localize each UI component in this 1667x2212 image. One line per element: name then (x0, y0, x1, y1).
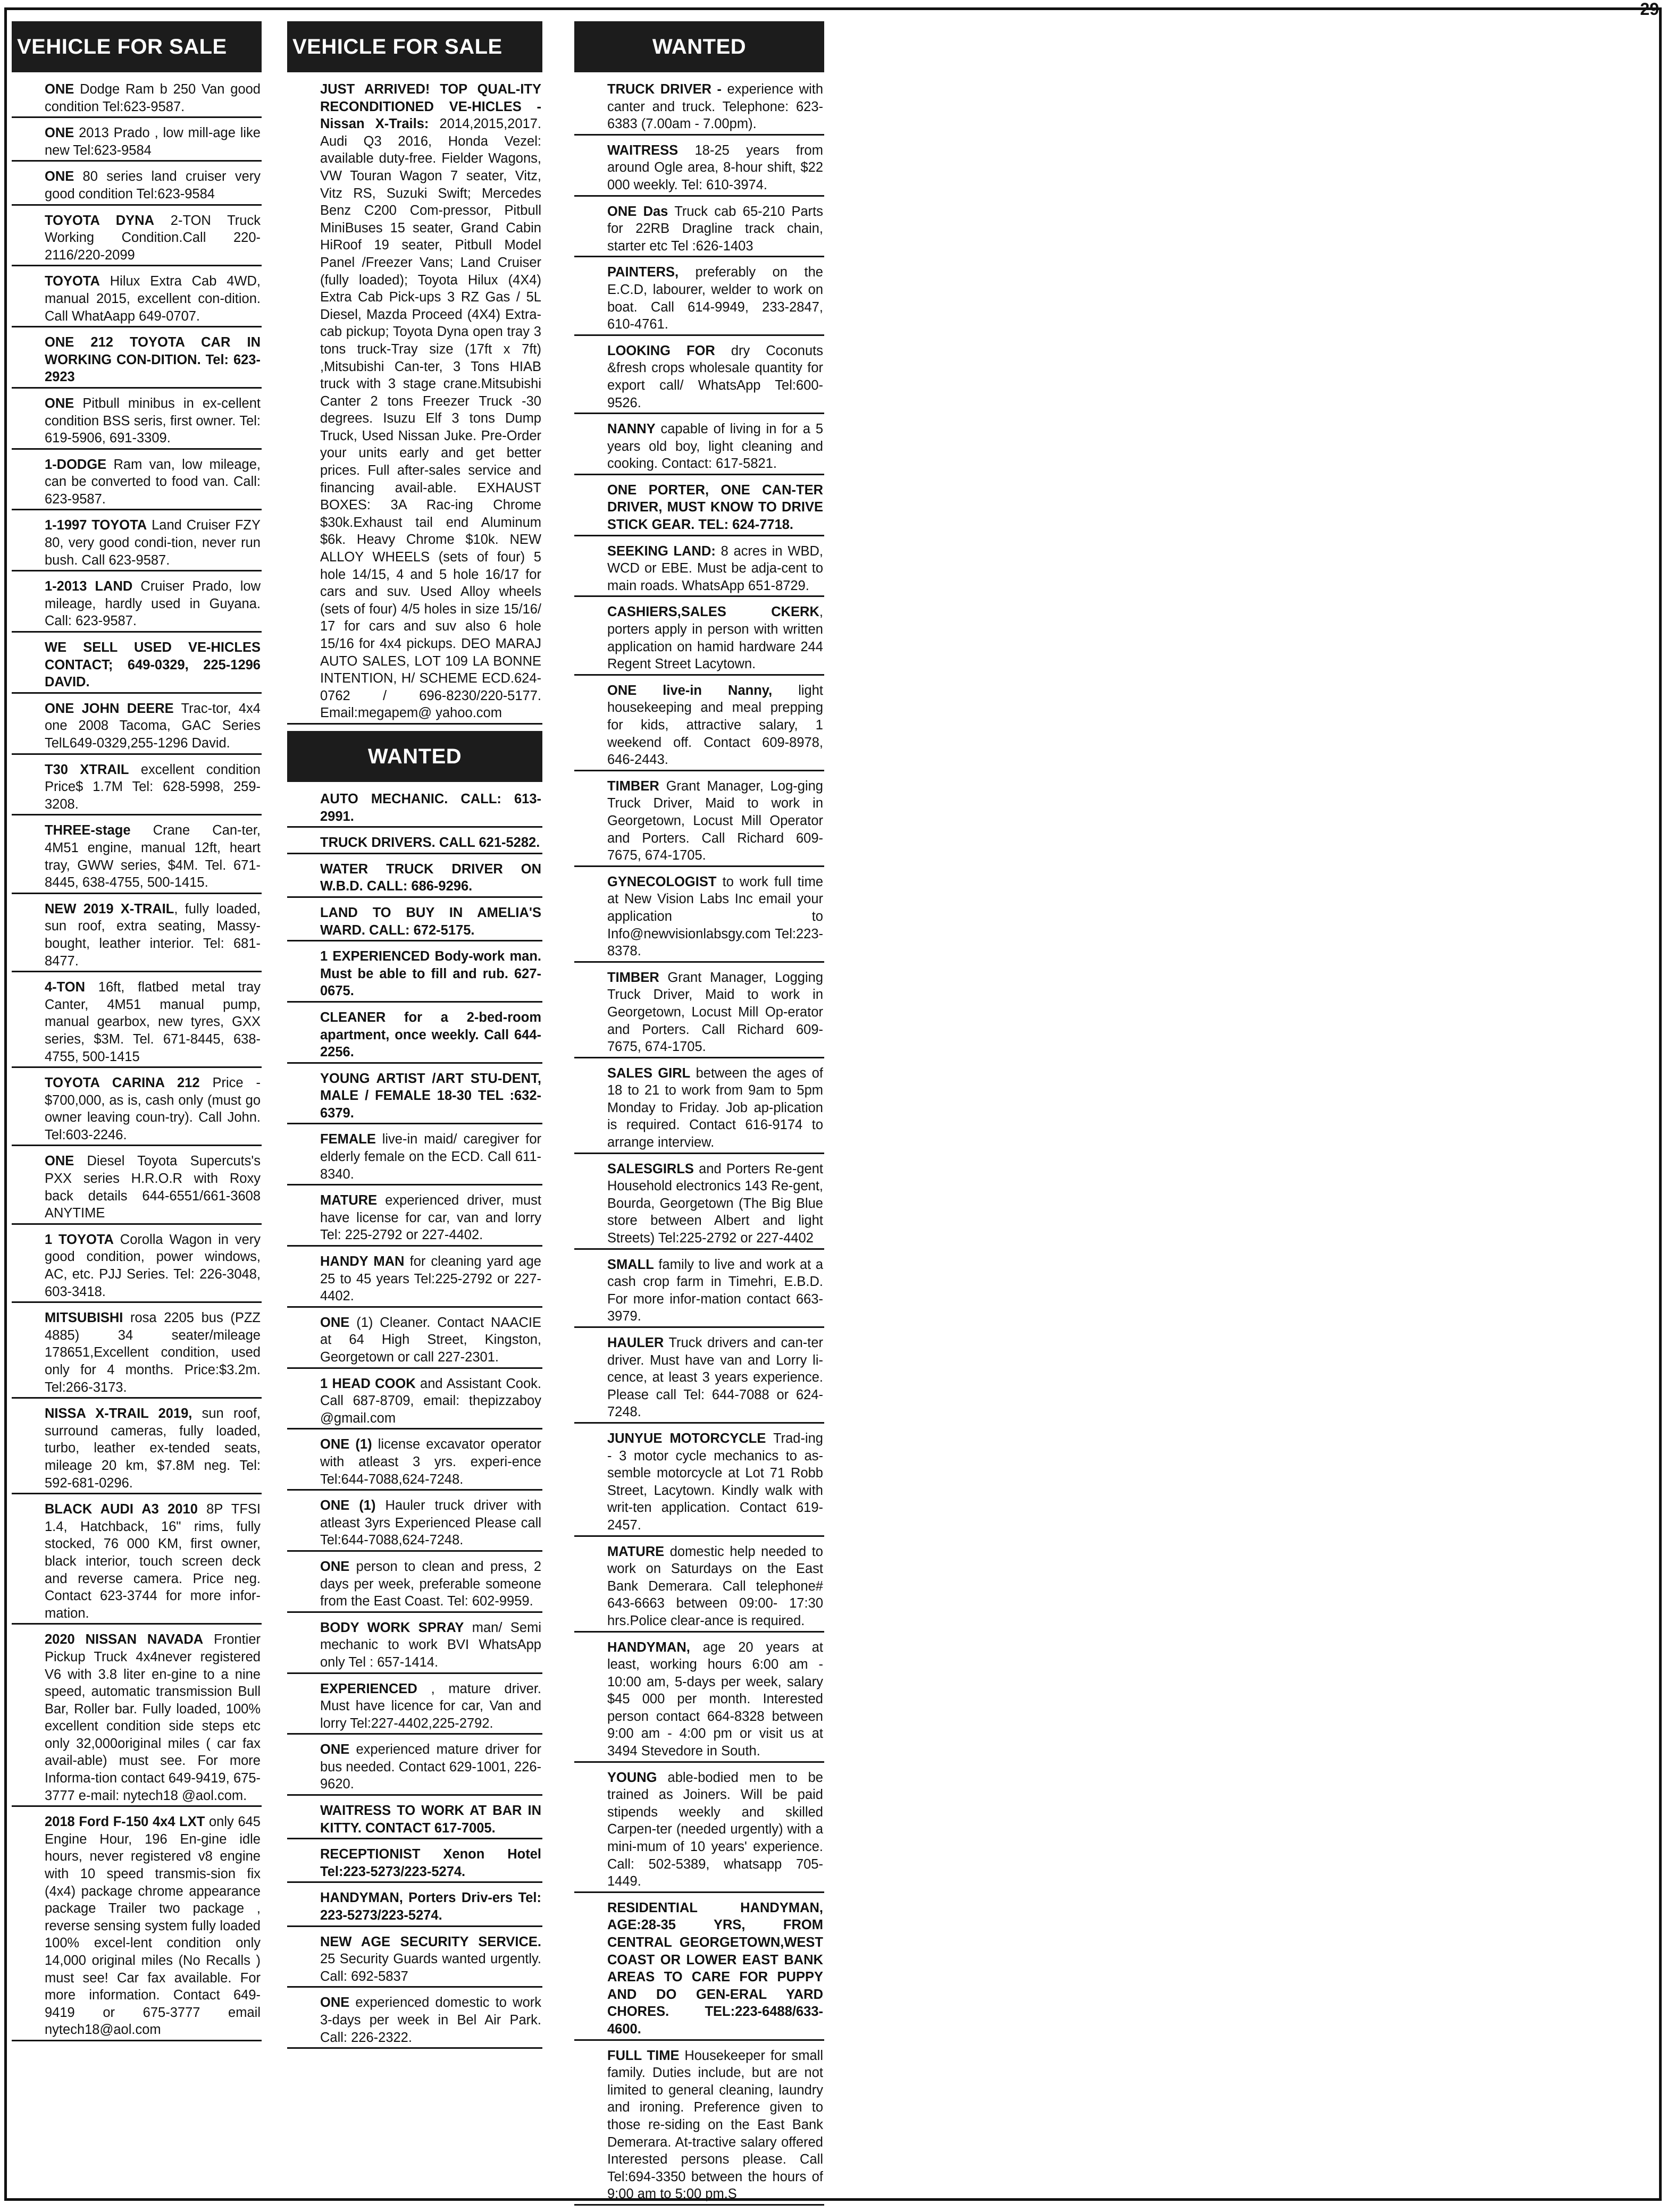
ad-text: Frontier Pickup Truck 4x4never registered V6 with 3.8 liter en-gine to a nine speed, automatic transmission Bull Bar, Roller bar. Fully loaded, 100% excellent condition side steps etc only 32,000original miles ( car fax avail-able) must see. For more Informa-tion contact 649-9419, 675-3777 e-mail: nytech18 @aol.com. (45, 1632, 261, 1803)
ad-text: experienced domestic to work 3-days per week in Bel Air Park. Call: 226-2322. (320, 1995, 541, 2045)
classified-ad (12, 1309, 262, 1399)
ad-text: 2013 Prado , low mill-age like new Tel:623-9584 (45, 125, 261, 158)
classified-ad (287, 861, 542, 898)
ad-text: Land Cruiser FZY 80, very good condi-tion, never run bush. Call 623-9587. (45, 518, 261, 568)
section-header-wanted: WANTED (287, 731, 542, 782)
classified-list (12, 81, 262, 2041)
ad-lead: ONE (1) (320, 1498, 376, 1513)
ad-lead: BODY WORK SPRAY (320, 1620, 464, 1635)
ad-lead: GYNECOLOGIST (607, 874, 717, 889)
ad-lead: ONE Das (607, 204, 668, 219)
classified-ad (287, 1314, 542, 1369)
classified-ad (12, 456, 262, 511)
classified-ad (12, 639, 262, 694)
classified-list (287, 81, 542, 725)
classified-ad (574, 543, 824, 598)
classified-ad (12, 1074, 262, 1146)
ad-text: person to clean and press, 2 days per week, preferable someone from the East Coast. Tel: 602-9959. (320, 1559, 541, 1609)
classified-ad (574, 342, 824, 414)
ad-lead: HANDY MAN (320, 1254, 405, 1269)
ad-text: live-in maid/ caregiver for elderly female on the ECD. Call 611-8340. (320, 1132, 541, 1182)
classified-ad (287, 1436, 542, 1491)
classified-ad (574, 1430, 824, 1537)
ad-text: between the ages of 18 to 21 to work from 9am to 5pm Monday to Friday. Job ap-plication is required. Contact 616-9174 to arrange interview. (607, 1065, 823, 1150)
classified-ad (574, 1543, 824, 1633)
classified-ad (287, 1680, 542, 1735)
classified-ad (574, 142, 824, 197)
classified-ad (287, 1889, 542, 1927)
classified-ad (12, 334, 262, 389)
ad-lead: HANDYMAN, Porters Driv-ers Tel: 223-5273/223-5274. (320, 1890, 541, 1923)
ad-lead: 1 EXPERIENCED Body-work man. Must be able to fill and rub. 627-0675. (320, 949, 541, 999)
classified-ad (287, 1497, 542, 1552)
ad-lead: THREE-stage (45, 823, 131, 838)
ad-text: , mature driver. Must have licence for car, Van and lorry Tel:227-4402,225-2792. (320, 1681, 541, 1731)
ad-lead: 1-1997 TOYOTA (45, 518, 147, 533)
classified-list (287, 790, 542, 2049)
ad-text: and Assistant Cook. Call 687-8709, email: thepizzaboy @gmail.com (320, 1376, 542, 1426)
ad-text: Corolla Wagon in very good condition, power windows, AC, etc. PJJ Series. Tel: 226-3048, 603-3418. (45, 1232, 261, 1299)
classified-ad (287, 790, 542, 828)
ad-lead: TIMBER (607, 970, 659, 985)
ad-lead: SALESGIRLS (607, 1161, 694, 1176)
ad-lead: WATER TRUCK DRIVER ON W.B.D. CALL: 686-9296. (320, 861, 541, 894)
ad-lead: CLEANER for a 2-bed-room apartment, once weekly. Call 644-2256. (320, 1010, 541, 1060)
classified-ad (287, 1994, 542, 2049)
ad-text: 2-TON Truck Working Condition.Call 220-2116/220-2099 (45, 213, 261, 263)
classified-ad (12, 273, 262, 327)
ad-text: 8P TFSI 1.4, Hatchback, 16" rims, fully stocked, 76 000 KM, first owner, black interior, touch screen deck and reverse camera. Price neg. Contact 623-3744 for more infor-mation. (45, 1502, 261, 1621)
classified-ad (574, 203, 824, 258)
ad-text: preferably on the E.C.D, labourer, welder to work on boat. Call 614-9949, 233-2847, 610-4761. (607, 265, 823, 332)
classified-ad (12, 1631, 262, 1807)
ad-lead: ONE JOHN DEERE (45, 701, 174, 716)
classified-ad (12, 517, 262, 571)
ad-text: Price - $700,000, as is, cash only (must go owner leaving coun-try). Call John. Tel:603-2246. (45, 1075, 261, 1142)
ad-lead: ONE PORTER, ONE CAN-TER DRIVER, MUST KNOW TO DRIVE STICK GEAR. TEL: 624-7718. (607, 482, 823, 533)
ad-lead: PAINTERS, (607, 265, 679, 280)
classified-ad (287, 904, 542, 941)
ad-text: Trad-ing - 3 motor cycle mechanics to as-semble motorcycle at Lot 71 Robb Street, Lacytown. Kindly walk with writ-ten application. Contact 619-2457. (607, 1431, 823, 1533)
ad-text: 80 series land cruiser very good condition Tel:623-9584 (45, 169, 261, 201)
ad-lead: SALES GIRL (607, 1065, 691, 1081)
column-vehicle-for-sale-2 (287, 21, 542, 2055)
classified-ad (12, 761, 262, 816)
classified-ad (12, 81, 262, 118)
classified-ad (574, 603, 824, 675)
ad-lead: 1 TOYOTA (45, 1232, 114, 1247)
ad-lead: TIMBER (607, 778, 659, 794)
ad-lead: AUTO MECHANIC. CALL: 613-2991. (320, 791, 541, 824)
ad-text: 18-25 years from around Ogle area, 8-hour shift, $22 000 weekly. Tel: 610-3974. (607, 142, 823, 192)
ad-text: man/ Semi mechanic to work BVI WhatsApp only Tel : 657-1414. (320, 1620, 541, 1670)
ad-lead: HAULER (607, 1335, 664, 1350)
classified-ad (574, 264, 824, 335)
ad-text: Cruiser Prado, low mileage, hardly used in Guyana. Call: 623-9587. (45, 579, 261, 629)
ad-lead: T30 XTRAIL (45, 762, 129, 777)
classified-ad (287, 1009, 542, 1064)
ad-text: license excavator operator with atleast 3 yrs. experi-ence Tel:644-7088,624-7248. (320, 1437, 541, 1487)
classified-ad (287, 1192, 542, 1247)
classified-ad (574, 1769, 824, 1893)
ad-lead: WE SELL USED VE-HICLES CONTACT; 649-0329, 225-1296 DAVID. (45, 640, 261, 690)
ad-text: Truck cab 65-210 Parts for 22RB Dragline track chain, starter etc Tel :626-1403 (607, 204, 823, 254)
ad-lead: NEW AGE SECURITY SERVICE. (320, 1934, 541, 1949)
ad-lead: ONE (45, 1154, 74, 1169)
ad-text: experienced driver, must have license for car, van and lorry Tel: 225-2792 or 227-4402. (320, 1193, 541, 1243)
column-vehicle-for-sale-1 (12, 21, 262, 2048)
ad-text: , fully loaded, sun roof, extra seating, Massy-bought, leather interior. Tel: 681-8477. (45, 901, 261, 969)
ad-text: family to live and work at a cash crop farm in Timehri, E.B.D. For more infor-mation contact 663-3979. (607, 1257, 823, 1324)
ad-text: , porters apply in person with written application on hamid hardware 244 Regent Street Lacytown. (607, 604, 823, 672)
ad-lead: EXPERIENCED (320, 1681, 417, 1696)
ad-lead: LAND TO BUY IN AMELIA'S WARD. CALL: 672-5175. (320, 905, 541, 938)
ad-text: able-bodied men to be trained as Joiners. Will be paid stipends weekly and skilled Carpen-ter (needed urgently) with a mini-mum of 10 years' experience. Call: 502-5389, whatsapp 705-1449. (607, 1770, 823, 1889)
ad-text: experienced mature driver for bus needed. Contact 629-1001, 226-9620. (320, 1742, 541, 1792)
classified-ad (287, 1253, 542, 1308)
ad-lead: WAITRESS TO WORK AT BAR IN KITTY. CONTACT 617-7005. (320, 1803, 541, 1836)
classified-ad (574, 873, 824, 963)
ad-text: 8 acres in WBD, WCD or EBE. Must be adja-cent to main roads. WhatsApp 651-8729. (607, 543, 823, 593)
classified-ad (574, 778, 824, 867)
classified-ad (12, 1153, 262, 1224)
classified-ad (12, 395, 262, 450)
ad-lead: ONE (320, 1559, 350, 1574)
ad-lead: FEMALE (320, 1132, 376, 1147)
ad-text: Crane Can-ter, 4M51 engine, manual 12ft, heart tray, GWW series, $4M. Tel. 671-8445, 638-4755, 500-1415. (45, 823, 261, 890)
ad-lead: ONE (45, 169, 74, 184)
ad-lead: 1 HEAD COOK (320, 1376, 416, 1391)
ad-lead: TOYOTA DYNA (45, 213, 154, 228)
ad-text: Pitbull minibus in ex-cellent condition BSS seris, first owner. Tel: 619-5906, 691-3309. (45, 396, 261, 446)
ad-lead: 1-2013 LAND (45, 579, 133, 594)
classified-ad (287, 834, 542, 854)
classified-ad (574, 682, 824, 771)
ad-text: Dodge Ram b 250 Van good condition Tel:623-9587. (45, 82, 261, 114)
ad-lead: RECEPTIONIST Xenon Hotel Tel:223-5273/223-5274. (320, 1847, 541, 1879)
classified-ad (287, 1846, 542, 1883)
classified-ad (287, 1131, 542, 1185)
ad-text: (1) Cleaner. Contact NAACIE at 64 High Street, Kingston, Georgetown or call 227-2301. (320, 1315, 541, 1365)
classified-ad (12, 700, 262, 755)
ad-lead: TRUCK DRIVER - (607, 82, 722, 97)
ad-text: Diesel Toyota Supercuts's PXX series H.R.O.R with Roxy back details 644-6551/661-3608 ANYTIME (45, 1154, 261, 1221)
classified-ad (574, 2047, 824, 2206)
ad-lead: LOOKING FOR (607, 343, 715, 358)
ad-lead: YOUNG ARTIST /ART STU-DENT, MALE / FEMALE 18-30 TEL :632-6379. (320, 1071, 541, 1121)
ad-lead: 2018 Ford F-150 4x4 LXT (45, 1814, 205, 1830)
ad-text: Housekeeper for small family. Duties include, but are not limited to general cleaning, laundry and ironing. Preference given to those re-siding on the East Bank Demerara. At-tractive salary offered Interested persons please. Call Tel:694-3350 between the hours of 9:00 am to 5:00 pm.S (607, 2048, 823, 2202)
classified-ad (12, 1231, 262, 1303)
classified-ad (574, 420, 824, 475)
ad-text: capable of living in for a 5 years old boy, light cleaning and cooking. Contact: 617-5821. (607, 422, 823, 472)
ad-text: Grant Manager, Log-ging Truck Driver, Maid to work in Georgetown, Locust Mill Operator and Porters. Call Richard 609-7675, 674-1705. (607, 778, 823, 863)
classified-ad (574, 482, 824, 536)
ad-text: excellent condition Price$ 1.7M Tel: 628-5998, 259-3208. (45, 762, 261, 812)
classified-ad (287, 1375, 542, 1430)
ad-text: for cleaning yard age 25 to 45 years Tel:225-2792 or 227-4402. (320, 1254, 541, 1304)
classified-ad (12, 822, 262, 894)
ad-lead: WAITRESS (607, 142, 678, 158)
ad-lead: JUST ARRIVED! TOP QUAL-ITY RECONDITIONED VE-HICLES - Nissan X-Trails: (320, 82, 541, 132)
ad-text: 2014,2015,2017. Audi Q3 2016, Honda Vezel: available duty-free. Fielder Wagons, VW Touran Wagon 7 seater, Vitz, Vitz RS, Suzuki Swift; Mercedes Benz C200 Com-pressor, Pitbull MiniBuses 15 seater, Grand Cabin HiRoof 19 seater, Pitbull Model Panel /Freezer Vans; Land Cruiser (fully loaded); Toyota Hilux (4X4) Extra Cab Pick-ups 3 RZ Gas / 5L Diesel, Mazda Proceed (4X4) Extra-cab pickup; Toyota Dyna open tray 3 tons truck-Tray size (17ft x 7ft) ,Mitsubishi Can-ter, 3 Tons HIAB truck with 3 stage crane.Mitsubishi Canter 2 tons Freezer Truck -30 degrees. Isuzu Elf 3 tons Dump Truck, Used Nissan Juke. Pre-Order your units early and get better prices. Full after-sales service and financing avail-able. EXHAUST BOXES: 3A Rac-ing Chrome $30k.Exhaust tail end Aluminum $6k. Heavy Chrome $10k. NEW ALLOY WHEELS (sets of four) 5 hole 14/15, 4 and 5 hole 16/17 for cars and suv. Used Alloy wheels (sets of four) 4/5 holes in size 15/16/ 17 for cars and suv also 6 hole 15/16 for 4x4 pickups. DEO MARAJ AUTO SALES, LOT 109 LA BONNE INTENTION, H/ SCHEME ECD.624-0762 / 696-8230/220-5177. Email:megapem@ yahoo.com (320, 116, 541, 721)
ad-lead: ONE (45, 125, 74, 141)
ad-lead: MATURE (607, 1544, 665, 1559)
classified-ad (12, 124, 262, 162)
ad-lead: YOUNG (607, 1770, 657, 1785)
classified-ad (287, 1070, 542, 1125)
classified-list (574, 81, 824, 2206)
ad-text: domestic help needed to work on Saturdays on the East Bank Demerara. Call telephone# 643-6663 between 09:00- 17:30 hrs.Police clear-ance is required. (607, 1544, 823, 1628)
ad-text: light housekeeping and meal prepping for kids, attractive salary, 1 weekend off. Contact 609-8978, 646-2443. (607, 683, 823, 768)
ad-lead: SMALL (607, 1257, 654, 1272)
ad-text: Truck drivers and can-ter driver. Must have van and Lorry li-cence, at least 3 years experience. Please call Tel: 644-7088 or 624-7248. (607, 1335, 823, 1420)
section-header: WANTED (574, 21, 824, 72)
ad-text: dry Coconuts &fresh crops wholesale quantity for export call/ WhatsApp Tel:600-9526. (607, 343, 823, 410)
ad-text: Hauler truck driver with atleast 3yrs Experienced Please call Tel:644-7088,624-7248. (320, 1498, 542, 1548)
classified-ad (12, 1501, 262, 1625)
ad-lead: TOYOTA CARINA 212 (45, 1075, 200, 1091)
classified-ad (12, 168, 262, 205)
ad-lead: 4-TON (45, 980, 86, 995)
classified-ad (287, 1802, 542, 1839)
ad-lead: 1-DODGE (45, 457, 107, 472)
ad-text: Hilux Extra Cab 4WD, manual 2015, excellent con-dition. Call WhatAapp 649-0707. (45, 274, 261, 324)
classified-ad (574, 1334, 824, 1424)
ad-text: rosa 2205 bus (PZZ 4885) 34 seater/mileage 178651,Excellent condition, used only for 4 months. Price:$3.2m. Tel:266-3173. (45, 1310, 261, 1395)
top-rule (0, 0, 1667, 7)
ad-text: only 645 Engine Hour, 196 En-gine idle hours, never registered v8 engine with 10 speed transmis-sion fix (4x4) package chrome appearance package Trailer two package , reverse sensing system fully loaded 100% excel-lent condition only 14,000 original miles (No Recalls ) must see! Car fax available. For more information. Contact 649-9419 or 675-3777 email nytech18@aol.com (45, 1814, 261, 2038)
ad-text: and Porters Re-gent Household electronics 143 Re-gent, Bourda, Georgetown (The Big Blue store between Albert and light Streets) Tel:225-2792 or 227-4402 (607, 1161, 823, 1246)
ad-lead: ONE live-in Nanny, (607, 683, 773, 698)
classified-ad (12, 1813, 262, 2041)
ad-lead: TOYOTA (45, 274, 100, 289)
classified-ad (287, 81, 542, 725)
ad-lead: 2020 NISSAN NAVADA (45, 1632, 204, 1647)
classified-ad (574, 1899, 824, 2041)
ad-text: Ram van, low mileage, can be converted to food van. Call: 623-9587. (45, 457, 261, 507)
classified-ad (287, 1619, 542, 1674)
ad-lead: ONE (45, 396, 74, 411)
classified-ad (287, 1558, 542, 1613)
ad-lead: ONE (45, 82, 74, 97)
ad-lead: MATURE (320, 1193, 378, 1208)
classified-ad (574, 1065, 824, 1154)
classified-ad (287, 948, 542, 1003)
classified-ad (12, 901, 262, 972)
classified-ad (574, 1639, 824, 1763)
ad-text: age 20 years at least, working hours 6:00 am - 10:00 am, 5-days per week, salary $45 000 per month. Interested person contact 664-8328 between 9:00 am - 4:00 pm or visit us at 3494 Stevedore in South. (607, 1639, 823, 1759)
page-number: 29 (1640, 0, 1659, 19)
ad-text: Grant Manager, Logging Truck Driver, Maid to work in Georgetown, Locust Mill Op-erator and Porters. Call Richard 609-7675, 674-1705. (607, 970, 823, 1055)
classified-ad (574, 1160, 824, 1250)
ad-lead: NANNY (607, 422, 656, 437)
ad-lead: CASHIERS,SALES CKERK (607, 604, 819, 620)
classified-ad (287, 1933, 542, 1988)
ad-text: experience with canter and truck. Telephone: 623-6383 (7.00am - 7.00pm). (607, 82, 824, 132)
classified-ad (12, 578, 262, 633)
section-header: VEHICLE FOR SALE (287, 21, 542, 72)
classified-ad (574, 81, 824, 136)
ad-lead: BLACK AUDI A3 2010 (45, 1502, 198, 1517)
column-wanted (574, 21, 824, 2212)
ad-text: sun roof, surround cameras, fully loaded, turbo, leather ex-tended seats, mileage 20 km, $7.8M neg. Tel: 592-681-0296. (45, 1406, 261, 1491)
ad-lead: NISSA X-TRAIL 2019, (45, 1406, 192, 1422)
ad-text: Trac-tor, 4x4 one 2008 Tacoma, GAC Series TelL649-0329,255-1296 David. (45, 701, 261, 751)
ad-lead: FULL TIME (607, 2048, 680, 2063)
ad-lead: ONE (320, 1315, 350, 1330)
ad-lead: MITSUBISHI (45, 1310, 123, 1326)
classified-ad (574, 1256, 824, 1328)
ad-lead: HANDYMAN, (607, 1639, 690, 1655)
ad-lead: ONE (320, 1995, 350, 2011)
classified-ad (12, 212, 262, 267)
ad-lead: NEW 2019 X-TRAIL (45, 901, 174, 916)
ad-lead: SEEKING LAND: (607, 543, 716, 559)
classified-ad (287, 1741, 542, 1796)
ad-lead: JUNYUE MOTORCYCLE (607, 1431, 766, 1446)
ad-lead: ONE (1) (320, 1437, 372, 1452)
classified-ad (12, 1405, 262, 1494)
ad-lead: ONE (320, 1742, 350, 1757)
ad-lead: ONE 212 TOYOTA CAR IN WORKING CON-DITION. Tel: 623-2923 (45, 335, 261, 385)
ad-text: to work full time at New Vision Labs Inc email your application to Info@newvisionlabsgy.com Tel:223-8378. (607, 874, 823, 959)
ad-text: 25 Security Guards wanted urgently. Call: 692-5837 (320, 1952, 541, 1984)
classified-ad (12, 979, 262, 1068)
ad-lead: TRUCK DRIVERS. CALL 621-5282. (320, 835, 540, 851)
ad-lead: RESIDENTIAL HANDYMAN, AGE:28-35 YRS, FROM CENTRAL GEORGETOWN,WEST COAST OR LOWER EAST BANK AREAS TO CARE FOR PUPPY AND DO GEN-ERAL YARD CHORES. TEL:223-6488/633-4600. (607, 1900, 823, 2037)
ad-text: 16ft, flatbed metal tray Canter, 4M51 manual pump, manual gearbox, new tyres, GXX series, $3M. Tel. 671-8445, 638-4755, 500-1415 (45, 980, 261, 1064)
section-header: VEHICLE FOR SALE (12, 21, 262, 72)
classified-ad (574, 969, 824, 1058)
